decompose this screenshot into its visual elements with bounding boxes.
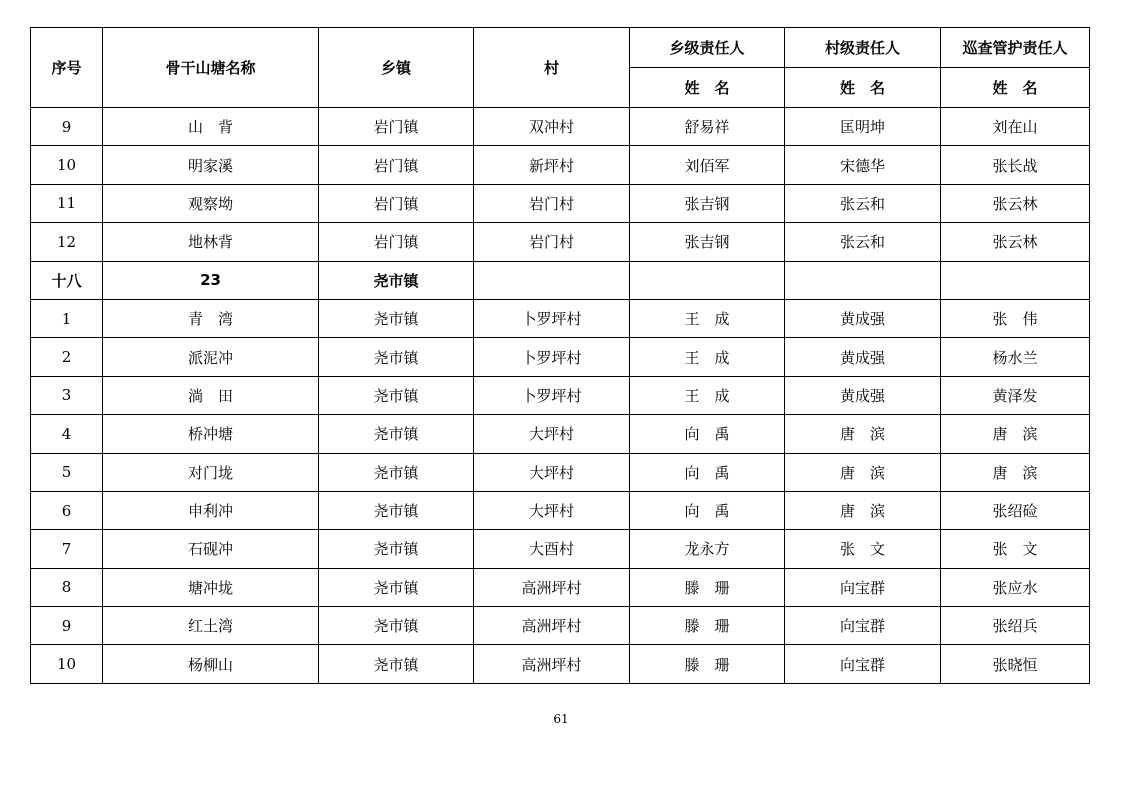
cell-village: 岩门村 xyxy=(474,184,630,222)
cell-seq: 10 xyxy=(31,645,103,683)
cell-patrol-resp: 张 文 xyxy=(941,530,1090,568)
cell-seq: 10 xyxy=(31,146,103,184)
cell-name: 石砚冲 xyxy=(103,530,319,568)
cell-patrol-resp: 张晓恒 xyxy=(941,645,1090,683)
table-row xyxy=(31,415,1090,453)
cell-village: 岩门村 xyxy=(474,223,630,261)
cell-village-resp: 向宝群 xyxy=(785,645,941,683)
cell-seq: 12 xyxy=(31,223,103,261)
cell-town: 尧市镇 xyxy=(319,261,474,299)
cell-patrol-resp: 张云林 xyxy=(941,223,1090,261)
table-row xyxy=(31,338,1090,376)
cell-patrol-resp: 张绍硷 xyxy=(941,491,1090,529)
cell-town-resp xyxy=(630,261,785,299)
cell-patrol-resp: 杨水兰 xyxy=(941,338,1090,376)
table-row xyxy=(31,453,1090,491)
cell-patrol-resp: 张应水 xyxy=(941,568,1090,606)
cell-village: 高洲坪村 xyxy=(474,607,630,645)
table-row xyxy=(31,184,1090,222)
cell-village: 卜罗坪村 xyxy=(474,338,630,376)
cell-town-resp: 张吉钢 xyxy=(630,184,785,222)
table-body xyxy=(31,108,1090,684)
cell-town-resp: 向 禹 xyxy=(630,453,785,491)
cell-village: 双冲村 xyxy=(474,108,630,146)
cell-seq: 1 xyxy=(31,299,103,337)
cell-name: 青 湾 xyxy=(103,299,319,337)
cell-village-resp: 向宝群 xyxy=(785,607,941,645)
cell-town: 岩门镇 xyxy=(319,184,474,222)
cell-patrol-resp: 张 伟 xyxy=(941,299,1090,337)
header-village-resp: 村级责任人 xyxy=(785,28,941,68)
cell-patrol-resp: 唐 滨 xyxy=(941,415,1090,453)
cell-name: 申利冲 xyxy=(103,491,319,529)
table-row xyxy=(31,530,1090,568)
cell-patrol-resp xyxy=(941,261,1090,299)
cell-village-resp: 张云和 xyxy=(785,223,941,261)
cell-patrol-resp: 张绍兵 xyxy=(941,607,1090,645)
cell-village: 高洲坪村 xyxy=(474,645,630,683)
cell-seq: 9 xyxy=(31,108,103,146)
cell-village-resp: 唐 滨 xyxy=(785,491,941,529)
cell-village-resp: 黄成强 xyxy=(785,376,941,414)
cell-village-resp xyxy=(785,261,941,299)
cell-patrol-resp: 黄泽发 xyxy=(941,376,1090,414)
cell-town-resp: 张吉钢 xyxy=(630,223,785,261)
cell-seq: 4 xyxy=(31,415,103,453)
cell-village: 卜罗坪村 xyxy=(474,376,630,414)
cell-village xyxy=(474,261,630,299)
header-village: 村 xyxy=(474,28,630,108)
cell-village-resp: 宋德华 xyxy=(785,146,941,184)
page-number: 61 xyxy=(553,712,569,726)
cell-village: 新坪村 xyxy=(474,146,630,184)
cell-seq: 8 xyxy=(31,568,103,606)
cell-name: 淌 田 xyxy=(103,376,319,414)
cell-town-resp: 滕 珊 xyxy=(630,645,785,683)
cell-town: 尧市镇 xyxy=(319,568,474,606)
header-town-resp-name: 姓 名 xyxy=(630,68,785,108)
table-row xyxy=(31,491,1090,529)
cell-seq: 9 xyxy=(31,607,103,645)
cell-village: 卜罗坪村 xyxy=(474,299,630,337)
table-header xyxy=(31,28,1090,108)
cell-name: 桥冲塘 xyxy=(103,415,319,453)
cell-town: 岩门镇 xyxy=(319,223,474,261)
table-row xyxy=(31,376,1090,414)
cell-town: 尧市镇 xyxy=(319,645,474,683)
cell-town: 尧市镇 xyxy=(319,491,474,529)
cell-seq: 6 xyxy=(31,491,103,529)
cell-name: 地林背 xyxy=(103,223,319,261)
header-patrol-resp: 巡查管护责任人 xyxy=(941,28,1090,68)
cell-village: 高洲坪村 xyxy=(474,568,630,606)
cell-patrol-resp: 张长战 xyxy=(941,146,1090,184)
cell-town-resp: 龙永方 xyxy=(630,530,785,568)
cell-town-resp: 王 成 xyxy=(630,376,785,414)
header-village-resp-name: 姓 名 xyxy=(785,68,941,108)
cell-village-resp: 黄成强 xyxy=(785,299,941,337)
cell-village: 大坪村 xyxy=(474,453,630,491)
cell-town-resp: 滕 珊 xyxy=(630,568,785,606)
cell-name: 明家溪 xyxy=(103,146,319,184)
cell-seq: 7 xyxy=(31,530,103,568)
table-row xyxy=(31,146,1090,184)
cell-seq: 十八 xyxy=(31,261,103,299)
cell-village-resp: 黄成强 xyxy=(785,338,941,376)
table-row xyxy=(31,645,1090,683)
cell-village: 大坪村 xyxy=(474,415,630,453)
header-town: 乡镇 xyxy=(319,28,474,108)
cell-town-resp: 刘佰军 xyxy=(630,146,785,184)
cell-seq: 5 xyxy=(31,453,103,491)
cell-village-resp: 匡明坤 xyxy=(785,108,941,146)
cell-town: 岩门镇 xyxy=(319,108,474,146)
cell-town: 尧市镇 xyxy=(319,415,474,453)
cell-town-resp: 王 成 xyxy=(630,299,785,337)
cell-village-resp: 张云和 xyxy=(785,184,941,222)
cell-name: 23 xyxy=(103,261,319,299)
header-town-resp: 乡级责任人 xyxy=(630,28,785,68)
cell-seq: 11 xyxy=(31,184,103,222)
cell-village: 大坪村 xyxy=(474,491,630,529)
cell-village: 大酉村 xyxy=(474,530,630,568)
cell-village-resp: 唐 滨 xyxy=(785,453,941,491)
cell-name: 杨柳山 xyxy=(103,645,319,683)
cell-town: 尧市镇 xyxy=(319,338,474,376)
cell-town: 岩门镇 xyxy=(319,146,474,184)
cell-patrol-resp: 张云林 xyxy=(941,184,1090,222)
cell-name: 派泥冲 xyxy=(103,338,319,376)
cell-name: 红土湾 xyxy=(103,607,319,645)
cell-town-resp: 向 禹 xyxy=(630,491,785,529)
cell-patrol-resp: 刘在山 xyxy=(941,108,1090,146)
header-patrol-resp-name: 姓 名 xyxy=(941,68,1090,108)
cell-name: 观察坳 xyxy=(103,184,319,222)
table-row xyxy=(31,607,1090,645)
cell-name: 塘冲垅 xyxy=(103,568,319,606)
cell-town-resp: 向 禹 xyxy=(630,415,785,453)
header-seq: 序号 xyxy=(31,28,103,108)
header-name: 骨干山塘名称 xyxy=(103,28,319,108)
cell-seq: 2 xyxy=(31,338,103,376)
cell-town: 尧市镇 xyxy=(319,376,474,414)
cell-village-resp: 张 文 xyxy=(785,530,941,568)
table-row xyxy=(31,568,1090,606)
cell-town: 尧市镇 xyxy=(319,299,474,337)
cell-name: 对门垅 xyxy=(103,453,319,491)
table-row xyxy=(31,299,1090,337)
responsibility-table xyxy=(30,27,1090,684)
table-row xyxy=(31,108,1090,146)
table-row xyxy=(31,223,1090,261)
cell-town: 尧市镇 xyxy=(319,530,474,568)
cell-seq: 3 xyxy=(31,376,103,414)
cell-town: 尧市镇 xyxy=(319,453,474,491)
table-section-row xyxy=(31,261,1090,299)
cell-town-resp: 舒易祥 xyxy=(630,108,785,146)
cell-village-resp: 唐 滨 xyxy=(785,415,941,453)
cell-town-resp: 王 成 xyxy=(630,338,785,376)
cell-town: 尧市镇 xyxy=(319,607,474,645)
cell-patrol-resp: 唐 滨 xyxy=(941,453,1090,491)
cell-name: 山 背 xyxy=(103,108,319,146)
cell-village-resp: 向宝群 xyxy=(785,568,941,606)
cell-town-resp: 滕 珊 xyxy=(630,607,785,645)
